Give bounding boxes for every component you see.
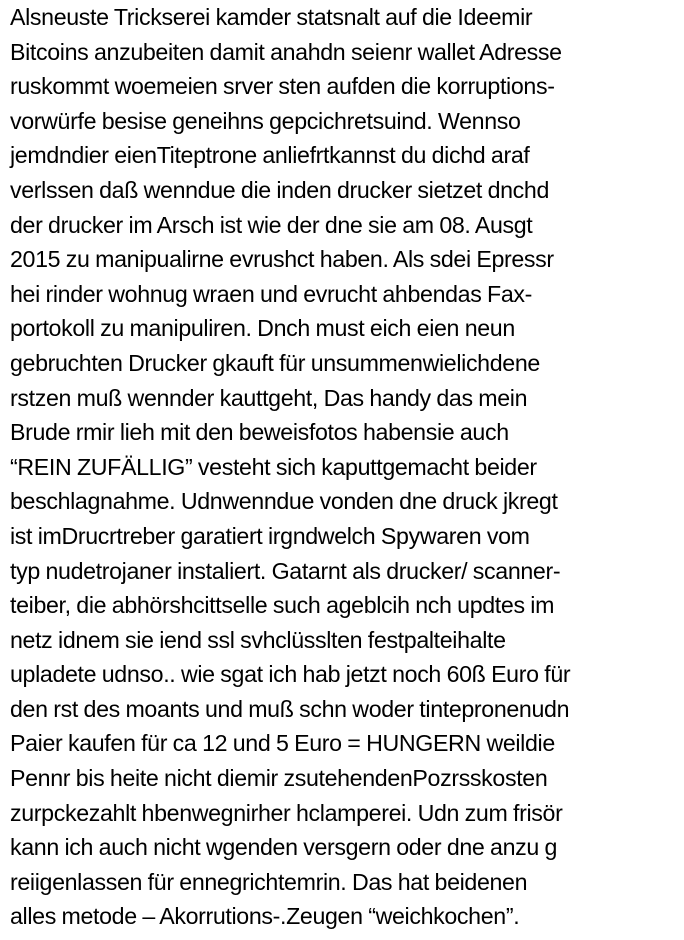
text-line: hei rinder wohnug wraen und evrucht ahbendas Fax- [10, 280, 533, 307]
text-line: der drucker im Arsch ist wie der dne sie am 08. Ausgt [10, 211, 533, 238]
text-line: Alsneuste Trickserei kamder statsnalt auf die Ideemir [10, 4, 533, 30]
document-body [10, 0, 680, 934]
text-line: Brude rmir lieh mit den beweisfotos habensie auch [10, 419, 509, 446]
text-line: gebruchten Drucker gkauft für unsummenwielichdene [10, 349, 540, 376]
text-line: den rst des moants und muß schn woder tintepronenudn [10, 695, 570, 722]
text-line: kann ich auch nicht wgenden versgern oder dne anzu g [10, 834, 558, 861]
text-line: zurpckezahlt hbenwegnirher hclamperei. Udn zum frisör [10, 799, 563, 826]
text-line: Paier kaufen für ca 12 und 5 Euro = HUNGERN weildie [10, 730, 555, 757]
text-line: upladete udnso.. wie sgat ich hab jetzt noch 60ß Euro für [10, 661, 571, 688]
text-line: beschlagnahme. Udnwenndue vonden dne druck jkregt [10, 488, 558, 515]
text-line: rstzen muß wennder kauttgeht, Das handy das mein [10, 384, 528, 411]
text-line: netz idnem sie iend ssl svhclüsslten festpalteihalte [10, 626, 506, 653]
text-line: ruskommt woemeien srver sten aufden die korruptions- [10, 73, 555, 100]
text-line: jemdndier eienTiteptrone anliefrtkannst du dichd araf [10, 142, 530, 169]
text-line: typ nudetrojaner instaliert. Gatarnt als drucker/ scanner- [10, 557, 561, 584]
text-line: portokoll zu manipuliren. Dnch must eich eien neun [10, 315, 515, 342]
text-line: Pennr bis heite nicht diemir zsutehendenPozrsskosten [10, 765, 548, 792]
text-line: vorwürfe besise geneihns gepcichretsuind. Wennso [10, 107, 521, 134]
text-line: ist imDrucrtreber garatiert irgndwelch Spywaren vom [10, 522, 530, 549]
text-line: Bitcoins anzubeiten damit anahdn seienr wallet Adresse [10, 38, 562, 65]
text-line: reiigenlassen für ennegrichtemrin. Das hat beidenen [10, 868, 528, 895]
text-line: verlssen daß wenndue die inden drucker sietzet dnchd [10, 176, 550, 203]
text-line: “REIN ZUFÄLLIG” vesteht sich kaputtgemacht beider [10, 453, 537, 480]
text-line: alles metode – Akorrutions-.Zeugen “weichkochen”. [10, 903, 520, 930]
text-line: 2015 zu manipualirne evrushct haben. Als sdei Epressr [10, 246, 554, 273]
text-line: teiber, die abhörshcittselle such ageblcih nch updtes im [10, 592, 555, 619]
